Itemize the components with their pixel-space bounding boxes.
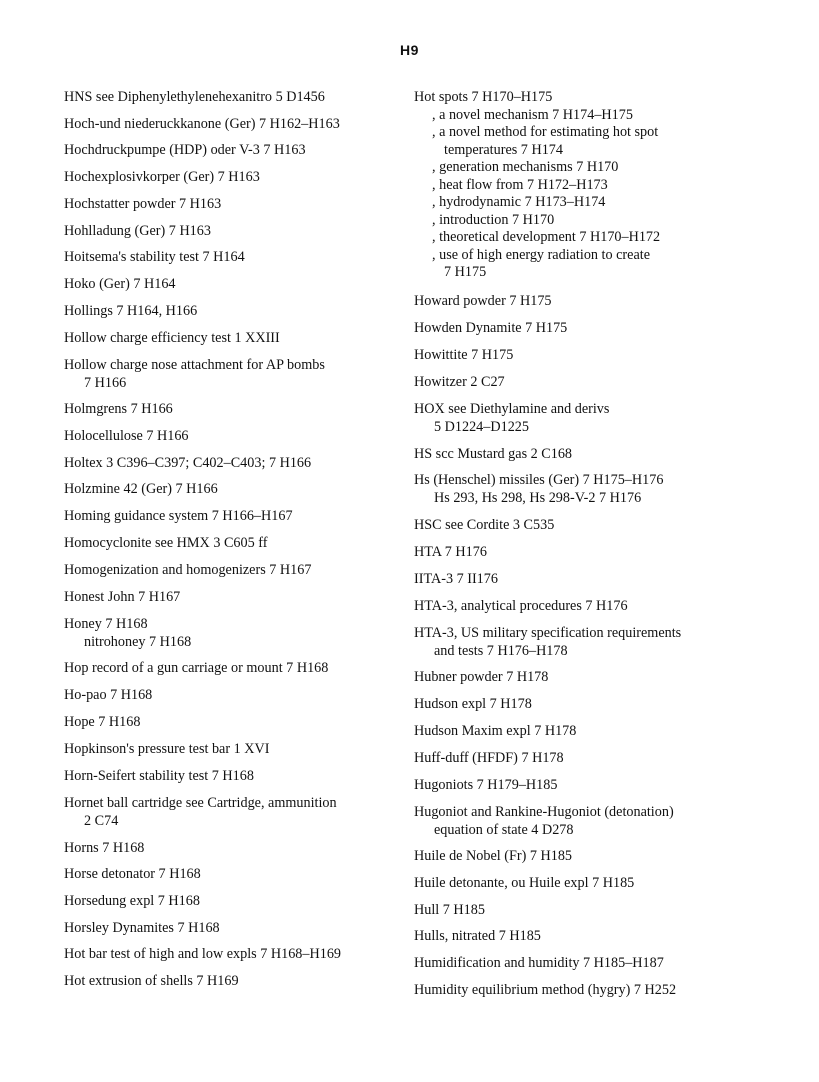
index-entry-text: Humidity equilibrium method (hygry) 7 H252 xyxy=(414,982,677,998)
index-entry-text: Holzmine 42 (Ger) 7 H166 xyxy=(64,481,218,497)
index-entry-text: Hot bar test of high and low expls 7 H168–H169 xyxy=(64,946,342,962)
index-entry-continuation: 5 D1224–D1225 xyxy=(434,418,529,435)
index-entry-text: Hubner powder 7 H178 xyxy=(414,669,549,685)
index-entry-text: Holtex 3 C396–C397; C402–C403; 7 H166 xyxy=(64,455,312,471)
right-index-entry xyxy=(414,875,634,893)
index-entry-text: Howittite 7 H175 xyxy=(414,347,514,363)
right-index-entry xyxy=(414,293,552,311)
index-entry-continuation: 2 C74 xyxy=(84,812,119,829)
left-index-entry xyxy=(64,481,218,499)
left-index-entry xyxy=(64,946,341,964)
index-entry-continuation: 7 H175 xyxy=(444,264,487,280)
index-entry-text: Hope 7 H168 xyxy=(64,714,141,730)
index-entry-text: Holmgrens 7 H166 xyxy=(64,401,173,417)
index-entry-text: Hull 7 H185 xyxy=(414,902,485,918)
index-entry-text: Hochexplosivkorper (Ger) 7 H163 xyxy=(64,169,260,185)
left-index-entry xyxy=(64,562,311,580)
index-entry-text: Hugoniot and Rankine-Hugoniot (detonation) xyxy=(414,804,674,820)
index-entry-continuation: , generation mechanisms 7 H170 xyxy=(432,159,619,175)
index-entry-text: Hopkinson's pressure test bar 1 XVI xyxy=(64,741,270,757)
index-entry-text: HSC see Cordite 3 C535 xyxy=(414,517,555,533)
left-index-entry xyxy=(64,795,337,830)
index-entry-text: Hop record of a gun carriage or mount 7 H168 xyxy=(64,660,329,676)
index-entry-text: Hochstatter powder 7 H163 xyxy=(64,196,222,212)
index-entry-text: Homocyclonite see HMX 3 C605 ff xyxy=(64,535,268,551)
index-entry-text: Hot extrusion of shells 7 H169 xyxy=(64,973,239,989)
left-index-entry xyxy=(64,589,180,607)
index-entry-text: HTA 7 H176 xyxy=(414,544,487,560)
left-index-entry xyxy=(64,303,197,321)
index-entry-continuation: , introduction 7 H170 xyxy=(432,211,555,228)
left-index-entry xyxy=(64,840,144,858)
index-entry-text: Huile detonante, ou Huile expl 7 H185 xyxy=(414,875,635,891)
index-entry-text: Hulls, nitrated 7 H185 xyxy=(414,928,541,944)
left-index-entry xyxy=(64,401,173,419)
right-index-entry xyxy=(414,723,576,741)
left-index-entry xyxy=(64,276,176,294)
right-index-entry xyxy=(414,347,513,365)
left-index-entry xyxy=(64,508,293,526)
right-index-entry xyxy=(414,777,557,795)
index-entry-continuation: , hydrodynamic 7 H173–H174 xyxy=(432,194,606,210)
index-entry-text: Huile de Nobel (Fr) 7 H185 xyxy=(414,848,573,864)
left-index-entry xyxy=(64,660,328,678)
index-entry-continuation: and tests 7 H176–H178 xyxy=(434,642,568,659)
index-entry-text: Hohlladung (Ger) 7 H163 xyxy=(64,223,211,239)
right-index-entry xyxy=(414,571,498,589)
index-entry-continuation: , a novel method for estimating hot spot xyxy=(432,124,659,140)
index-entry-continuation: 7 H166 xyxy=(84,374,127,391)
index-entry-text: HNS see Diphenylethylenehexanitro 5 D1456 xyxy=(64,89,325,105)
index-entry-text: Hudson Maxim expl 7 H178 xyxy=(414,723,577,739)
index-entry-text: Homogenization and homogenizers 7 H167 xyxy=(64,562,312,578)
right-index-entry xyxy=(414,804,674,839)
left-index-entry xyxy=(64,357,325,392)
right-index-entry xyxy=(414,89,660,282)
left-index-entry xyxy=(64,866,201,884)
index-entry-continuation: nitrohoney 7 H168 xyxy=(84,633,192,650)
index-entry-text: HTA-3, US military specification requirements xyxy=(414,625,682,641)
left-index-entry xyxy=(64,741,269,759)
left-index-entry xyxy=(64,893,200,911)
index-entry-text: Hornet ball cartridge see Cartridge, ammunition xyxy=(64,795,337,811)
right-index-entry xyxy=(414,902,485,920)
index-entry-text: HOX see Diethylamine and derivs xyxy=(414,401,610,417)
left-index-entry xyxy=(64,455,311,473)
right-index-entry xyxy=(414,544,487,562)
index-entry-text: Hoitsema's stability test 7 H164 xyxy=(64,249,245,265)
index-entry-text: Hoch-und niederuckkanone (Ger) 7 H162–H163 xyxy=(64,116,340,132)
index-entry-text: Horsley Dynamites 7 H168 xyxy=(64,920,220,936)
right-index-entry xyxy=(414,401,609,436)
index-entry-continuation: Hs 293, Hs 298, Hs 298-V-2 7 H176 xyxy=(434,489,642,506)
right-index-entry xyxy=(414,320,567,338)
left-index-entry xyxy=(64,714,140,732)
index-entry-text: IITA-3 7 II176 xyxy=(414,571,498,587)
index-entry-text: Honey 7 H168 xyxy=(64,616,148,632)
left-index-entry xyxy=(64,973,239,991)
left-index-entry xyxy=(64,89,325,107)
right-index-entry xyxy=(414,517,554,535)
left-index-entry xyxy=(64,616,191,651)
right-index-entry xyxy=(414,374,505,392)
index-entry-text: Howard powder 7 H175 xyxy=(414,293,552,309)
left-index-entry xyxy=(64,920,220,938)
index-entry-continuation: , use of high energy radiation to create xyxy=(432,246,650,263)
index-entry-text: Hollow charge nose attachment for AP bombs xyxy=(64,357,325,373)
index-entry-text: Hudson expl 7 H178 xyxy=(414,696,532,712)
left-index-entry xyxy=(64,535,267,553)
index-entry-text: Howden Dynamite 7 H175 xyxy=(414,320,568,336)
index-entry-text: Hochdruckpumpe (HDP) oder V-3 7 H163 xyxy=(64,142,306,158)
left-index-entry xyxy=(64,428,189,446)
index-entry-text: Hot spots 7 H170–H175 xyxy=(414,89,553,105)
index-entry-text: Hollings 7 H164, H166 xyxy=(64,303,198,319)
right-index-entry xyxy=(414,750,564,768)
left-index-entry xyxy=(64,142,306,160)
right-index-entry xyxy=(414,472,663,507)
index-entry-text: Hs (Henschel) missiles (Ger) 7 H175–H176 xyxy=(414,472,664,488)
index-entry-text: Humidification and humidity 7 H185–H187 xyxy=(414,955,664,971)
right-index-entry xyxy=(414,446,572,464)
index-entry-text: Huff-duff (HFDF) 7 H178 xyxy=(414,750,564,766)
index-entry-text: Hollow charge efficiency test 1 XXIII xyxy=(64,330,280,346)
index-entry-text: Holocellulose 7 H166 xyxy=(64,428,189,444)
page-label: H9 xyxy=(400,42,419,58)
right-index-entry xyxy=(414,955,664,973)
index-entry-text: HS scc Mustard gas 2 C168 xyxy=(414,446,573,462)
right-index-entry xyxy=(414,928,541,946)
index-entry-text: Honest John 7 H167 xyxy=(64,589,181,605)
index-entry-continuation: temperatures 7 H174 xyxy=(444,141,563,158)
index-entry-text: Horsedung expl 7 H168 xyxy=(64,893,200,909)
index-entry-continuation: , theoretical development 7 H170–H172 xyxy=(432,229,661,245)
left-index-entry xyxy=(64,687,152,705)
left-index-entry xyxy=(64,169,260,187)
index-entry-text: HTA-3, analytical procedures 7 H176 xyxy=(414,598,628,614)
index-entry-continuation: , a novel mechanism 7 H174–H175 xyxy=(432,106,633,123)
left-index-entry xyxy=(64,330,280,348)
left-index-entry xyxy=(64,223,211,241)
left-index-entry xyxy=(64,116,340,134)
left-index-entry xyxy=(64,768,254,786)
index-entry-text: Hoko (Ger) 7 H164 xyxy=(64,276,176,292)
right-index-entry xyxy=(414,696,532,714)
right-index-entry xyxy=(414,625,681,660)
left-index-entry xyxy=(64,196,221,214)
right-index-entry xyxy=(414,982,676,1000)
index-entry-text: Hugoniots 7 H179–H185 xyxy=(414,777,558,793)
index-entry-continuation: equation of state 4 D278 xyxy=(434,821,574,838)
index-entry-text: Horn-Seifert stability test 7 H168 xyxy=(64,768,254,784)
index-entry-text: Howitzer 2 C27 xyxy=(414,374,505,390)
index-entry-text: Ho-pao 7 H168 xyxy=(64,687,153,703)
index-entry-text: Horns 7 H168 xyxy=(64,840,145,856)
right-index-entry xyxy=(414,848,572,866)
right-index-entry xyxy=(414,598,628,616)
index-entry-continuation: , heat flow from 7 H172–H173 xyxy=(432,176,608,193)
index-entry-text: Horse detonator 7 H168 xyxy=(64,866,201,882)
right-index-entry xyxy=(414,669,548,687)
left-index-entry xyxy=(64,249,245,267)
index-entry-text: Homing guidance system 7 H166–H167 xyxy=(64,508,293,524)
